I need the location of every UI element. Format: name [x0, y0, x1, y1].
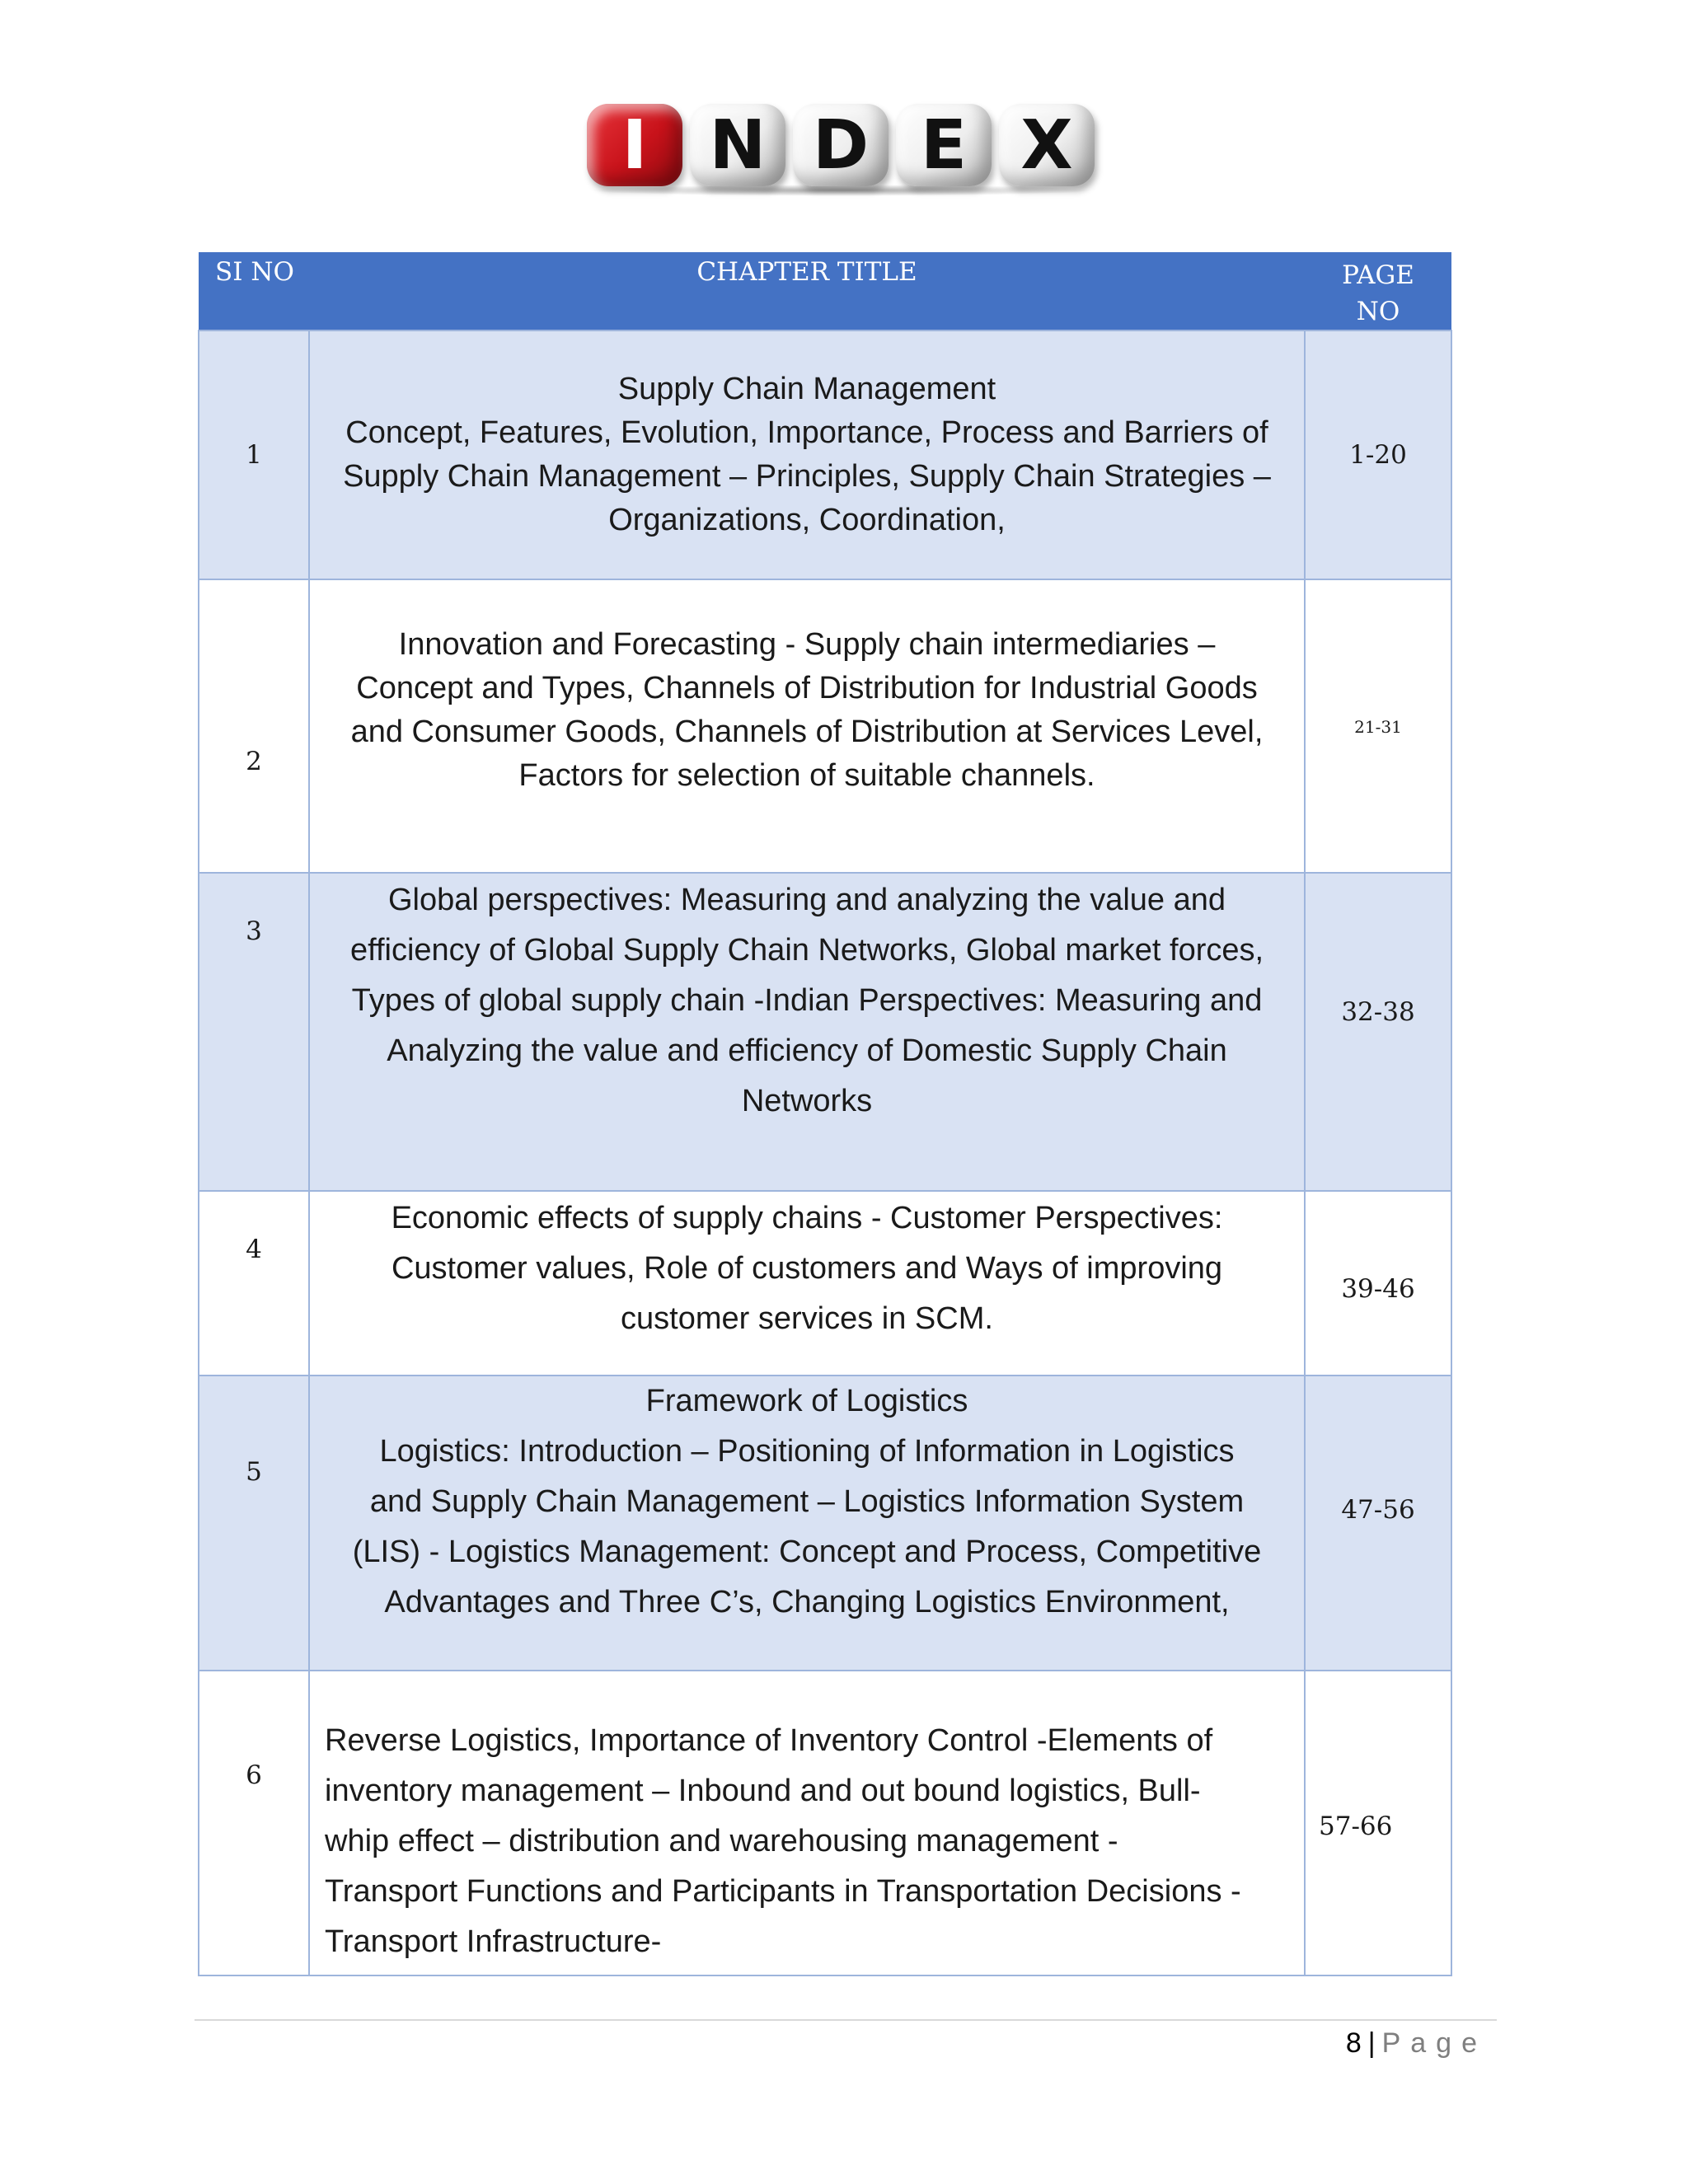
title-line: Logistics: Introduction – Positioning of Information in Logistics: [379, 1434, 1235, 1469]
logo-cube-i: I: [587, 104, 682, 186]
logo-cube-n: N: [690, 104, 785, 186]
title-line: Innovation and Forecasting - Supply chain intermediaries –: [398, 627, 1216, 662]
title-line: Economic effects of supply chains - Customer Perspectives:: [391, 1201, 1223, 1235]
header-page-no-line2: NO: [1356, 297, 1400, 326]
row-si-number: 4: [199, 1191, 309, 1376]
title-line: Organizations, Coordination,: [608, 503, 1006, 537]
table-row: [199, 330, 1451, 579]
header-chapter-title: CHAPTER TITLE: [309, 252, 1305, 330]
row-chapter-title: [309, 1671, 1305, 1975]
logo-cube-x: X: [999, 104, 1095, 186]
table-row: [199, 873, 1451, 1191]
table-header-row: [199, 252, 1451, 330]
title-line: Global perspectives: Measuring and analyzing the value and: [387, 883, 1226, 917]
row-chapter-title: [309, 1191, 1305, 1376]
row-chapter-title: [309, 579, 1305, 873]
footer-page-label: Page: [1381, 2027, 1487, 2059]
title-line: and Supply Chain Management – Logistics Information System: [369, 1484, 1245, 1519]
logo-shadow: [587, 185, 1095, 196]
row-page-range: 39-46: [1305, 1191, 1451, 1376]
title-line: inventory management – Inbound and out bound logistics, Bull-: [325, 1774, 1201, 1808]
title-line: Concept and Types, Channels of Distribution for Industrial Goods: [356, 671, 1258, 705]
index-table: [198, 252, 1452, 1976]
title-line: whip effect – distribution and warehousing management -: [325, 1824, 1118, 1858]
row-si-number: 1: [199, 330, 309, 579]
title-line: Concept, Features, Evolution, Importance, Process and Barriers of: [345, 415, 1268, 450]
page-footer: [1346, 2027, 1487, 2060]
table-row: [199, 1191, 1451, 1376]
row-chapter-title: [309, 1376, 1305, 1671]
row-chapter-title: [309, 330, 1305, 579]
title-line: efficiency of Global Supply Chain Networks, Global market forces,: [349, 933, 1264, 968]
title-line: customer services in SCM.: [621, 1301, 993, 1336]
row-page-range: 32-38: [1305, 873, 1451, 1191]
footer-separator: |: [1367, 2027, 1376, 2059]
title-line: (LIS) - Logistics Management: Concept and Process, Competitive: [352, 1535, 1262, 1569]
title-line: Reverse Logistics, Importance of Inventory Control -Elements of: [325, 1723, 1213, 1758]
logo-cube-d: D: [793, 104, 889, 186]
title-line: Factors for selection of suitable channels.: [518, 758, 1095, 793]
footer-page-number: 8: [1345, 2027, 1362, 2059]
header-page-no: [1305, 252, 1451, 330]
title-line: Analyzing the value and efficiency of Domestic Supply Chain: [387, 1033, 1227, 1068]
row-page-range: 47-56: [1305, 1376, 1451, 1671]
row-si-number: 5: [199, 1376, 309, 1671]
table-row: [199, 1376, 1451, 1671]
index-logo: [587, 104, 1095, 194]
table-row: [199, 579, 1451, 873]
title-line: Framework of Logistics: [645, 1384, 968, 1418]
header-page-no-line1: PAGE: [1342, 260, 1414, 290]
row-page-range: 21-31: [1305, 579, 1451, 873]
title-line: Supply Chain Management – Principles, Supply Chain Strategies –: [343, 459, 1271, 494]
title-line: Transport Infrastructure-: [325, 1924, 662, 1959]
title-line: Transport Functions and Participants in Transportation Decisions -: [325, 1874, 1241, 1909]
logo-cube-e: E: [896, 104, 992, 186]
title-line: Supply Chain Management: [617, 372, 996, 406]
row-si-number: 3: [199, 873, 309, 1191]
title-line: Types of global supply chain -Indian Perspectives: Measuring and: [351, 983, 1263, 1018]
footer-divider: [195, 2019, 1497, 2021]
row-page-range: 1-20: [1305, 330, 1451, 579]
title-line: Customer values, Role of customers and Ways of improving: [391, 1251, 1223, 1286]
header-si-no: SI NO: [199, 252, 309, 330]
row-page-range: 57-66: [1305, 1671, 1451, 1975]
row-chapter-title: [309, 873, 1305, 1191]
row-si-number: 6: [199, 1671, 309, 1975]
title-line: Networks: [741, 1084, 873, 1118]
row-si-number: 2: [199, 579, 309, 873]
title-line: and Consumer Goods, Channels of Distribution at Services Level,: [350, 715, 1264, 749]
title-line: Advantages and Three C’s, Changing Logistics Environment,: [384, 1585, 1230, 1619]
table-row: [199, 1671, 1451, 1975]
